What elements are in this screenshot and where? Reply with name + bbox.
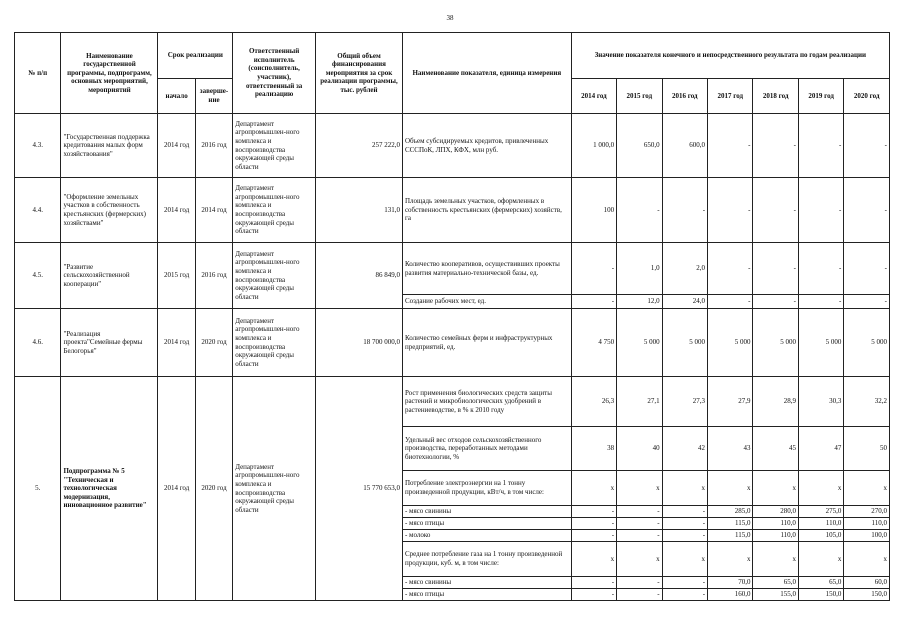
- program-indicators-table: [14, 32, 890, 601]
- indicator-value: -: [798, 114, 843, 178]
- indicator-value: x: [662, 471, 707, 506]
- indicator-value: x: [617, 542, 662, 577]
- indicator-value: -: [617, 589, 662, 601]
- indicator-value: 5 000: [708, 309, 753, 377]
- indicator-value: 27,9: [708, 377, 753, 427]
- indicator-value: 285,0: [708, 506, 753, 518]
- table-row: [15, 377, 890, 427]
- indicator-value: -: [844, 178, 890, 243]
- row-num: 4.4.: [15, 178, 61, 243]
- indicator-value: x: [844, 471, 890, 506]
- header-year: 2020 год: [844, 79, 890, 114]
- row-volume: 18 700 000,0: [316, 309, 403, 377]
- row-executor: Департамент агропромышлен-ного комплекса и воспроизводства окружающей среды области: [233, 243, 316, 309]
- indicator-value: -: [662, 506, 707, 518]
- indicator-label: - молоко: [402, 530, 571, 542]
- indicator-value: -: [844, 295, 890, 309]
- header-period: Срок реализации: [158, 33, 233, 79]
- row-start: 2015 год: [158, 243, 195, 309]
- indicator-value: 4 750: [571, 309, 616, 377]
- row-num: 4.5.: [15, 243, 61, 309]
- row-num: 5.: [15, 377, 61, 601]
- row-num: 4.6.: [15, 309, 61, 377]
- indicator-value: -: [571, 506, 616, 518]
- indicator-value: -: [617, 178, 662, 243]
- row-name: "Развитие сельскохозяйственной кооперации": [61, 243, 158, 309]
- indicator-label: Количество семейных ферм и инфраструктурных предприятий, ед.: [402, 309, 571, 377]
- indicator-value: x: [798, 471, 843, 506]
- indicator-value: 110,0: [844, 518, 890, 530]
- indicator-value: -: [798, 295, 843, 309]
- header-num: № п/п: [15, 33, 61, 114]
- indicator-value: x: [844, 542, 890, 577]
- row-end: 2016 год: [195, 243, 232, 309]
- indicator-value: -: [753, 243, 798, 295]
- indicator-label: Удельный вес отходов сельскохозяйственного производства, переработанных методами биотехнологии, %: [402, 427, 571, 471]
- header-year: 2018 год: [753, 79, 798, 114]
- indicator-value: 115,0: [708, 518, 753, 530]
- header-name: Наименование государственной программы, подпрограмм, основных мероприятий, мероприятий: [61, 33, 158, 114]
- indicator-label: Потребление электроэнергии на 1 тонну произведенной продукции, кВт/ч, в том числе:: [402, 471, 571, 506]
- indicator-label: Объем субсидируемых кредитов, привлеченных СССПоК, ЛПХ, КФХ, млн руб.: [402, 114, 571, 178]
- indicator-value: -: [617, 530, 662, 542]
- header-end: заверше-ние: [195, 79, 232, 114]
- row-volume: 86 849,0: [316, 243, 403, 309]
- indicator-value: 50: [844, 427, 890, 471]
- row-name: "Реализация проекта"Семейные фермы Белогорья": [61, 309, 158, 377]
- indicator-value: -: [662, 589, 707, 601]
- indicator-value: -: [662, 577, 707, 589]
- indicator-value: -: [708, 243, 753, 295]
- indicator-value: 1 000,0: [571, 114, 616, 178]
- row-volume: 15 770 653,0: [316, 377, 403, 601]
- indicator-value: -: [844, 243, 890, 295]
- indicator-value: -: [662, 178, 707, 243]
- row-name: "Оформление земельных участков в собственность крестьянских (фермерских) хозяйствами": [61, 178, 158, 243]
- indicator-value: 150,0: [798, 589, 843, 601]
- row-executor: Департамент агропромышлен-ного комплекса и воспроизводства окружающей среды области: [233, 309, 316, 377]
- indicator-value: 43: [708, 427, 753, 471]
- row-num: 4.3.: [15, 114, 61, 178]
- indicator-value: 60,0: [844, 577, 890, 589]
- row-start: 2014 год: [158, 114, 195, 178]
- indicator-value: 70,0: [708, 577, 753, 589]
- indicator-value: 110,0: [753, 530, 798, 542]
- indicator-value: -: [708, 114, 753, 178]
- header-year: 2019 год: [798, 79, 843, 114]
- indicator-value: -: [571, 577, 616, 589]
- indicator-value: x: [571, 471, 616, 506]
- row-executor: Департамент агропромышлен-ного комплекса и воспроизводства окружающей среды области: [233, 114, 316, 178]
- indicator-value: -: [753, 178, 798, 243]
- indicator-value: 5 000: [662, 309, 707, 377]
- row-executor: Департамент агропромышлен-ного комплекса и воспроизводства окружающей среды области: [233, 178, 316, 243]
- indicator-value: -: [617, 577, 662, 589]
- indicator-value: 600,0: [662, 114, 707, 178]
- table-header: [15, 33, 890, 114]
- table-row: [15, 309, 890, 377]
- indicator-value: 65,0: [753, 577, 798, 589]
- header-year: 2014 год: [571, 79, 616, 114]
- indicator-value: -: [662, 518, 707, 530]
- indicator-value: x: [662, 542, 707, 577]
- row-start: 2014 год: [158, 309, 195, 377]
- indicator-value: -: [798, 178, 843, 243]
- indicator-value: 5 000: [798, 309, 843, 377]
- table-row: [15, 114, 890, 178]
- indicator-value: 5 000: [844, 309, 890, 377]
- table-row: [15, 178, 890, 243]
- header-start: начало: [158, 79, 195, 114]
- row-start: 2014 год: [158, 377, 195, 601]
- row-end: 2016 год: [195, 114, 232, 178]
- row-volume: 257 222,0: [316, 114, 403, 178]
- indicator-value: 5 000: [617, 309, 662, 377]
- header-indicator: Наименование показателя, единица измерения: [402, 33, 571, 114]
- indicator-label: Среднее потребление газа на 1 тонну произведенной продукции, куб. м, в том числе:: [402, 542, 571, 577]
- indicator-value: 100: [571, 178, 616, 243]
- indicator-value: 28,9: [753, 377, 798, 427]
- row-name: "Государственная поддержка кредитования малых форм хозяйствования": [61, 114, 158, 178]
- indicator-value: 650,0: [617, 114, 662, 178]
- indicator-value: 100,0: [844, 530, 890, 542]
- indicator-value: -: [571, 518, 616, 530]
- indicator-value: 12,0: [617, 295, 662, 309]
- indicator-value: -: [844, 114, 890, 178]
- indicator-value: 105,0: [798, 530, 843, 542]
- indicator-value: -: [708, 295, 753, 309]
- header-values-title: Значение показателя конечного и непосредственного результата по годам реализации: [571, 33, 889, 79]
- indicator-value: x: [708, 542, 753, 577]
- indicator-value: x: [798, 542, 843, 577]
- indicator-value: 40: [617, 427, 662, 471]
- indicator-value: 26,3: [571, 377, 616, 427]
- header-volume: Общий объем финансирования мероприятия за срок реализации программы, тыс. рублей: [316, 33, 403, 114]
- indicator-value: 275,0: [798, 506, 843, 518]
- indicator-label: - мясо свинины: [402, 506, 571, 518]
- indicator-value: -: [571, 530, 616, 542]
- indicator-label: - мясо свинины: [402, 577, 571, 589]
- indicator-value: 155,0: [753, 589, 798, 601]
- indicator-value: -: [617, 518, 662, 530]
- indicator-value: -: [571, 295, 616, 309]
- indicator-value: x: [617, 471, 662, 506]
- indicator-value: 47: [798, 427, 843, 471]
- indicator-value: -: [571, 589, 616, 601]
- indicator-value: -: [798, 243, 843, 295]
- header-executor: Ответственный исполнитель (соисполнитель, участник), ответственный за реализацию: [233, 33, 316, 114]
- indicator-label: - мясо птицы: [402, 518, 571, 530]
- indicator-value: 270,0: [844, 506, 890, 518]
- indicator-value: 160,0: [708, 589, 753, 601]
- header-year: 2015 год: [617, 79, 662, 114]
- indicator-label: - мясо птицы: [402, 589, 571, 601]
- indicator-value: 110,0: [798, 518, 843, 530]
- indicator-value: x: [571, 542, 616, 577]
- header-year: 2016 год: [662, 79, 707, 114]
- indicator-value: 2,0: [662, 243, 707, 295]
- row-name: Подпрограмма № 5 "Техническая и технологическая модернизация, инновационное развитие": [61, 377, 158, 601]
- indicator-label: Площадь земельных участков, оформленных в собственность крестьянских (фермерских) хозяйств, га: [402, 178, 571, 243]
- indicator-value: 280,0: [753, 506, 798, 518]
- indicator-value: -: [617, 506, 662, 518]
- indicator-value: 24,0: [662, 295, 707, 309]
- indicator-value: 65,0: [798, 577, 843, 589]
- indicator-value: 150,0: [844, 589, 890, 601]
- row-executor: Департамент агропромышлен-ного комплекса и воспроизводства окружающей среды области: [233, 377, 316, 601]
- row-start: 2014 год: [158, 178, 195, 243]
- indicator-value: -: [753, 295, 798, 309]
- indicator-value: 45: [753, 427, 798, 471]
- header-year: 2017 год: [708, 79, 753, 114]
- table-row: [15, 243, 890, 295]
- row-volume: 131,0: [316, 178, 403, 243]
- indicator-value: -: [753, 114, 798, 178]
- row-end: 2014 год: [195, 178, 232, 243]
- indicator-value: 32,2: [844, 377, 890, 427]
- indicator-value: 30,3: [798, 377, 843, 427]
- page-number: 38: [446, 14, 454, 22]
- row-end: 2020 год: [195, 309, 232, 377]
- indicator-value: 5 000: [753, 309, 798, 377]
- indicator-value: x: [753, 471, 798, 506]
- indicator-value: x: [708, 471, 753, 506]
- indicator-value: x: [753, 542, 798, 577]
- indicator-value: 110,0: [753, 518, 798, 530]
- indicator-value: 27,1: [617, 377, 662, 427]
- row-end: 2020 год: [195, 377, 232, 601]
- indicator-value: 38: [571, 427, 616, 471]
- indicator-value: 1,0: [617, 243, 662, 295]
- indicator-label: Создание рабочих мест, ед.: [402, 295, 571, 309]
- indicator-label: Количество кооперативов, осуществивших проекты развития материально-технической базы, ед.: [402, 243, 571, 295]
- indicator-value: 27,3: [662, 377, 707, 427]
- indicator-label: Рост применения биологических средств защиты растений и микробиологических удобрений в растениеводстве, в % к 2010 году: [402, 377, 571, 427]
- indicator-value: 42: [662, 427, 707, 471]
- indicator-value: 115,0: [708, 530, 753, 542]
- indicator-value: -: [708, 178, 753, 243]
- indicator-value: -: [571, 243, 616, 295]
- indicator-value: -: [662, 530, 707, 542]
